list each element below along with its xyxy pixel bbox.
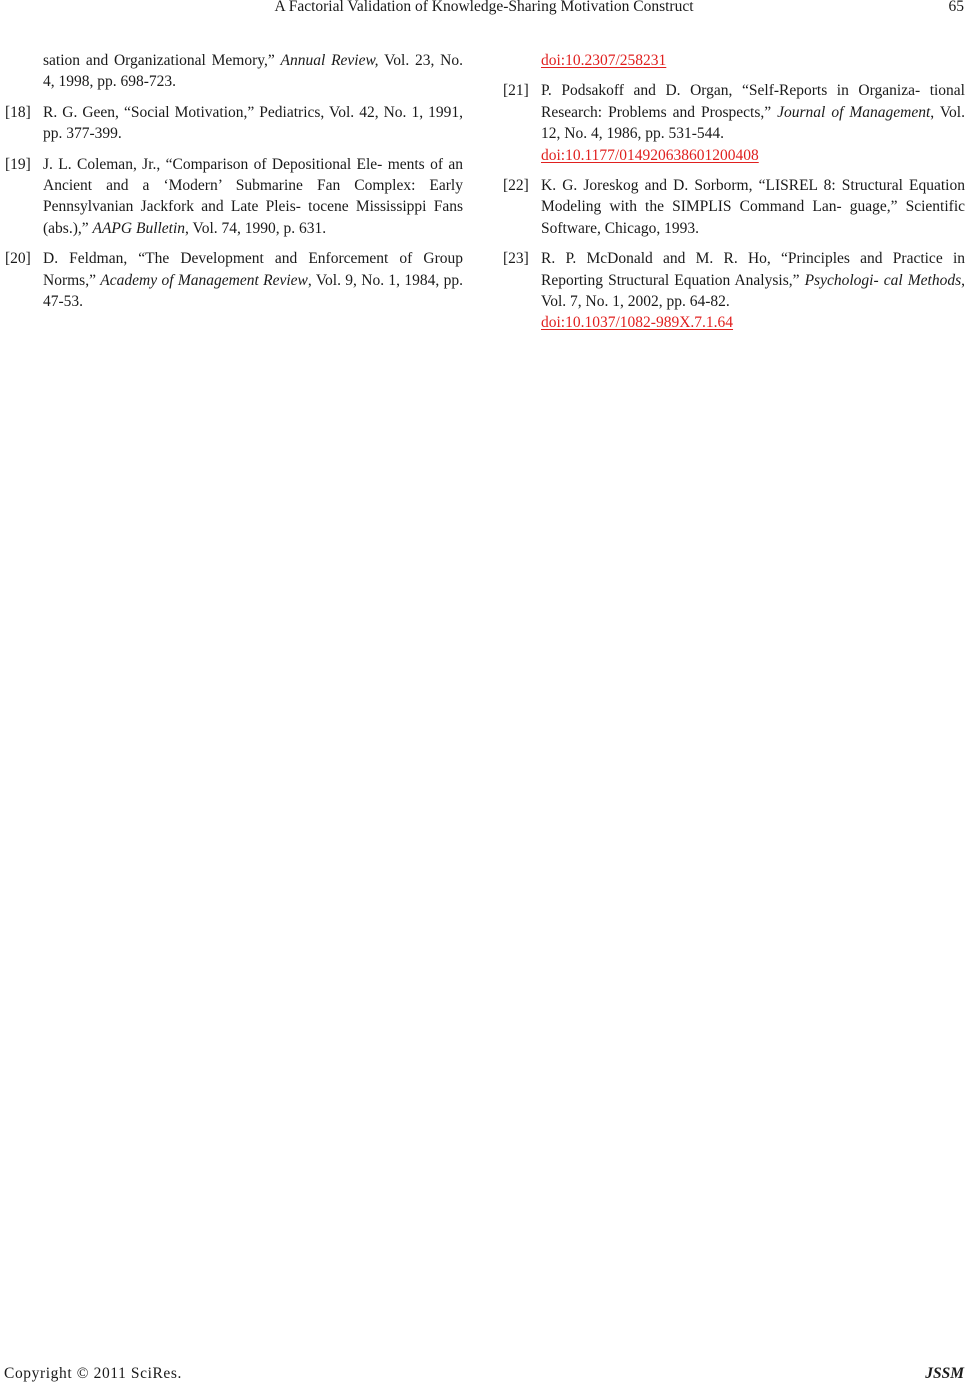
references-right-column bbox=[503, 50, 965, 343]
reference-text bbox=[541, 80, 965, 166]
reference-entry bbox=[5, 248, 463, 312]
reference-entry bbox=[503, 248, 965, 334]
reference-number: [19] bbox=[5, 155, 31, 173]
doi-link[interactable]: doi:10.1177/014920638601200408 bbox=[541, 146, 759, 164]
reference-source-title: Academy of Management Review bbox=[100, 271, 308, 289]
reference-text bbox=[43, 102, 463, 145]
references-left-column bbox=[5, 50, 463, 321]
reference-continuation bbox=[5, 50, 463, 93]
reference-text bbox=[541, 175, 965, 239]
reference-text-segment: J. L. Coleman, Jr., “Comparison of Depositional Ele- ments of an Ancient and a ‘Modern’ Submarine Fan Complex: Early Pennsylvanian Jackfork and Late Pleis- tocene Mississippi Fans (abs.),” bbox=[43, 155, 463, 237]
reference-text-segment: sation and Organizational Memory,” bbox=[43, 52, 281, 69]
page-number: 65 bbox=[948, 0, 964, 15]
reference-text-segment: Vol. 23, No. 4, 1998, pp. 698-723. bbox=[43, 52, 463, 91]
reference-entry bbox=[503, 175, 965, 239]
reference-text-segment: , Vol. 12, No. 4, 1986, pp. 531-544. bbox=[541, 103, 965, 143]
reference-text-segment: , Vol. 9, No. 1, 1984, pp. 47-53. bbox=[43, 271, 463, 311]
reference-number: [20] bbox=[5, 250, 31, 268]
reference-number: [21] bbox=[503, 82, 529, 100]
reference-text bbox=[43, 154, 463, 240]
reference-source-title: Psychologi- cal Methods bbox=[804, 271, 962, 289]
reference-text-segment: R. G. Geen, “Social Motivation,” Pediatrics, Vol. 42, No. 1, 1991, pp. 377-399. bbox=[43, 103, 463, 143]
doi-link[interactable]: doi:10.2307/258231 bbox=[541, 52, 667, 69]
doi-link[interactable]: doi:10.1037/1082-989X.7.1.64 bbox=[541, 314, 734, 332]
reference-entry bbox=[5, 102, 463, 145]
reference-number: [22] bbox=[503, 177, 529, 195]
reference-number: [18] bbox=[5, 103, 31, 121]
reference-text-segment: , Vol. 7, No. 1, 2002, pp. 64-82. bbox=[541, 271, 965, 311]
reference-source-title: Journal of Management bbox=[777, 103, 931, 121]
reference-text bbox=[5, 50, 463, 93]
reference-continuation bbox=[503, 50, 965, 71]
reference-text-segment: D. Feldman, “The Development and Enforcement of Group Norms,” bbox=[43, 250, 463, 289]
reference-text bbox=[541, 248, 965, 334]
reference-entry bbox=[5, 154, 463, 240]
journal-abbreviation: JSSM bbox=[925, 1365, 964, 1382]
reference-entry bbox=[503, 80, 965, 166]
reference-text bbox=[43, 248, 463, 312]
reference-text-segment: P. Podsakoff and D. Organ, “Self-Reports in Organiza- tional Research: Problems and Prospects,” bbox=[541, 82, 965, 121]
copyright-notice: Copyright © 2011 SciRes. bbox=[4, 1365, 183, 1382]
reference-text-segment: R. P. McDonald and M. R. Ho, “Principles and Practice in Reporting Structural Equation Analysis,” bbox=[541, 250, 965, 289]
running-title: A Factorial Validation of Knowledge-Sharing Motivation Construct bbox=[274, 0, 694, 15]
reference-number: [23] bbox=[503, 250, 529, 268]
reference-text bbox=[503, 50, 965, 71]
reference-source-title: Annual Review, bbox=[280, 52, 379, 69]
running-header bbox=[0, 0, 968, 20]
reference-source-title: AAPG Bulletin bbox=[92, 219, 186, 237]
reference-text-segment: K. G. Joreskog and D. Sorborm, “LISREL 8: Structural Equation Modeling with the SIMPLIS Command Lan- guage,” Scientific Software, Chicago, 1993. bbox=[541, 177, 965, 237]
reference-text-segment: , Vol. 74, 1990, p. 631. bbox=[185, 219, 327, 237]
